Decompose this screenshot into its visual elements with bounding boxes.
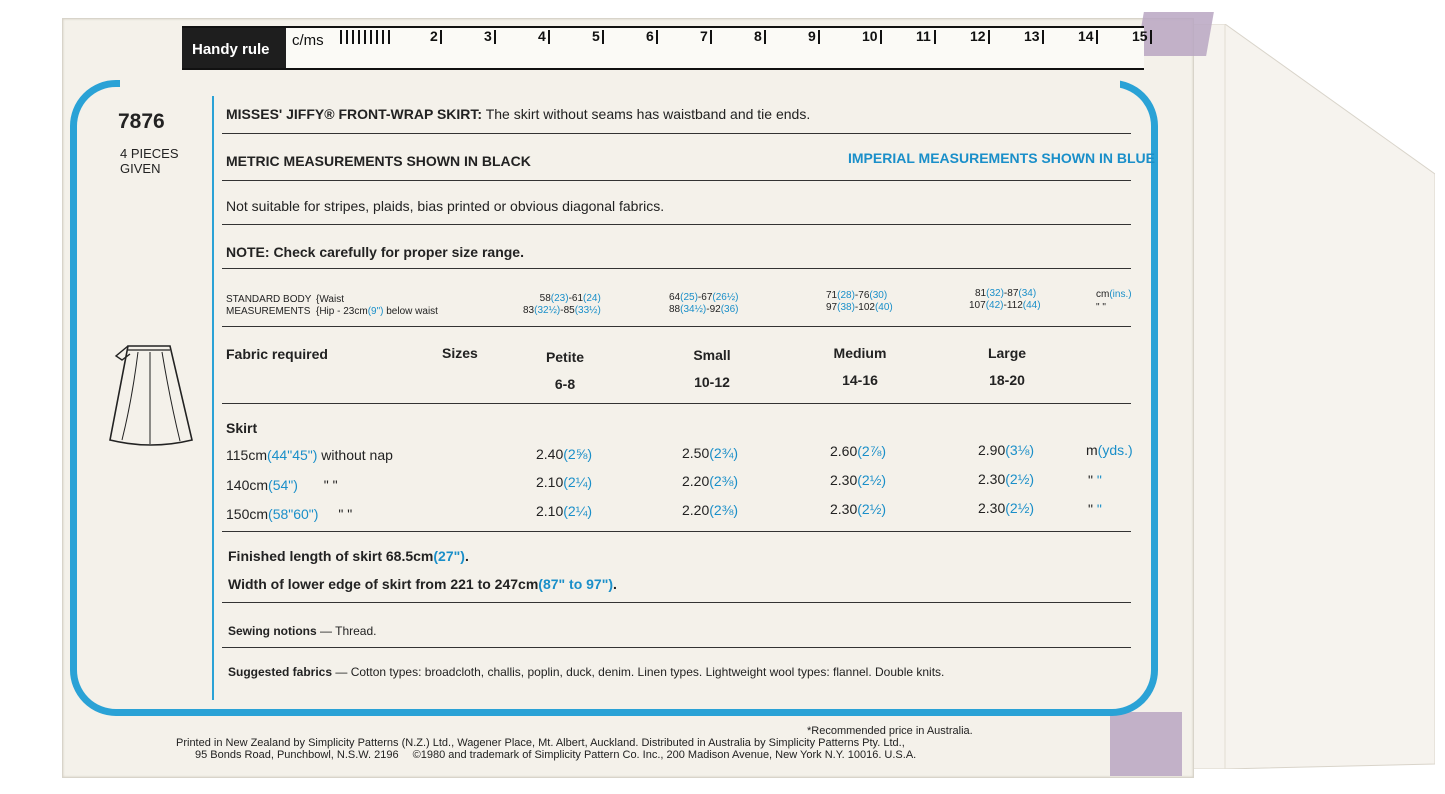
ruler-number: 11 [916,28,931,44]
fabric-row-140: 140cm(54") " " [226,477,338,493]
ruler-major-tick [934,30,936,44]
rule-6 [222,403,1131,404]
meas-unit-line: cm(ins.) [1096,289,1132,300]
rule-9 [222,647,1131,648]
size-large [986,340,1028,394]
yard-140-medium: 2.30(2½) [830,472,887,488]
rule-1 [222,133,1131,134]
ruler-minor-tick [376,30,378,44]
ruler-number: 5 [592,28,600,44]
title-line [226,106,810,122]
fabric-warning: Not suitable for stripes, plaids, bias printed or obvious diagonal fabrics. [226,198,665,214]
ruler-major-tick [764,30,766,44]
yard-140-small: 2.20(2⅜) [682,473,739,489]
ruler-minor-tick [358,30,360,44]
yard-150-unit: " " [1088,501,1102,517]
yard-115-large: 2.90(3⅛) [978,442,1035,458]
pattern-description: The skirt without seams has waistband and tie ends. [485,106,811,122]
meas-col-petite [523,293,601,317]
sewing-notions: Sewing notions — Thread. [228,624,377,638]
size-small-range: 10-12 [694,374,730,390]
ruler-minor-tick [340,30,342,44]
ruler-major-tick [1042,30,1044,44]
size-medium [832,340,888,394]
body-meas-label2: MEASUREMENTS [226,306,311,317]
yard-140-large: 2.30(2½) [978,471,1035,487]
rule-3 [222,224,1131,225]
hip-large: 107(42)-112(44) [969,300,1041,311]
rule-2 [222,180,1131,181]
ruler-number: 12 [970,28,986,44]
ruler-major-tick [548,30,550,44]
meas-col-small [669,292,739,316]
ruler-major-tick [602,30,604,44]
ruler-unit: c/ms [292,32,324,49]
imperial-note: IMPERIAL MEASUREMENTS SHOWN IN BLUE [848,150,1155,166]
waist-small: 64(25)-67(26½) [669,292,739,303]
ruler-number: 15 [1132,28,1148,44]
meas-col-large [969,288,1041,312]
meas-unit-ditto: " " [1096,302,1106,313]
waist-medium: 71(28)-76(30) [826,290,888,301]
skirt-illustration [108,340,194,448]
handy-rule [182,26,1148,70]
ruler-number: 10 [862,28,878,44]
yard-115-medium: 2.60(2⅞) [830,443,887,459]
blue-divider [212,96,214,700]
ruler-major-tick [494,30,496,44]
size-petite [544,344,586,398]
waist-label: {Waist [316,294,344,305]
yard-150-medium: 2.30(2½) [830,501,887,517]
pattern-number: 7876 [118,110,165,133]
size-note: NOTE: Check carefully for proper size range. [226,244,524,260]
size-petite-range: 6-8 [554,376,576,392]
ruler-number: 7 [700,28,708,44]
rule-5 [222,326,1131,327]
ruler-number: 14 [1078,28,1094,44]
rule-4 [222,268,1131,269]
ruler-number: 9 [808,28,816,44]
envelope-flap [1185,24,1435,769]
hip-label-tail: below waist [386,306,438,317]
footer-line2: 95 Bonds Road, Punchbowl, N.S.W. 2196 ©1980 and trademark of Simplicity Pattern Co. Inc., 200 Madison Avenue, New York N.Y. 10016. U.S.A. [195,749,917,761]
meas-col-medium [826,290,893,314]
ruler-minor-tick [352,30,354,44]
yard-150-small: 2.20(2⅜) [682,502,739,518]
waist-petite: 58(23)-61(24) [539,293,601,304]
yard-140-unit: " " [1088,472,1102,488]
size-small-name: Small [693,347,731,363]
ruler-minor-tick [370,30,372,44]
hip-small: 88(34½)-92(36) [669,304,739,315]
hip-label-text: {Hip - 23cm [316,306,368,317]
rule-8 [222,602,1131,603]
fabric-required-label: Fabric required [226,346,328,362]
blue-frame [70,80,1158,716]
size-small [690,342,734,396]
ruler-major-tick [988,30,990,44]
ruler-major-tick [1096,30,1098,44]
pieces-line1: 4 PIECES [120,146,179,161]
ruler-number: 3 [484,28,492,44]
hip-medium: 97(38)-102(40) [826,302,893,313]
sizes-label: Sizes [442,345,478,361]
ruler-major-tick [818,30,820,44]
ruler-label: Handy rule [182,28,286,68]
ruler-major-tick [710,30,712,44]
yard-115-unit: m(yds.) [1086,442,1133,458]
meas-unit [1096,288,1132,314]
frame-gap [120,70,1120,90]
finished-length: Finished length of skirt 68.5cm(27"). [228,548,469,564]
skirt-label: Skirt [226,420,258,436]
ruler-major-tick [656,30,658,44]
size-medium-name: Medium [833,345,887,361]
fabric-row-115: 115cm(44"45") without nap [226,447,393,463]
size-medium-range: 14-16 [842,372,878,388]
footer-line1: Printed in New Zealand by Simplicity Patterns (N.Z.) Ltd., Wagener Place, Mt. Albert, Auckland. Distributed in Australia by Simplicity Patterns Pty. Ltd., [176,737,905,749]
lower-edge-width: Width of lower edge of skirt from 221 to 247cm(87" to 97"). [228,576,617,592]
tape-bottom-right [1110,712,1182,776]
hip-petite: 83(32½)-85(33½) [523,305,601,316]
ruler-number: 4 [538,28,546,44]
yard-150-large: 2.30(2½) [978,500,1035,516]
yard-115-small: 2.50(2¾) [682,445,739,461]
ruler-minor-tick [382,30,384,44]
size-large-name: Large [987,345,1027,361]
recommended-price: *Recommended price in Australia. [807,725,973,737]
size-large-range: 18-20 [989,372,1025,388]
ruler-number: 8 [754,28,762,44]
yard-115-petite: 2.40(2⅝) [536,446,593,462]
size-petite-name: Petite [545,349,585,365]
metric-note: METRIC MEASUREMENTS SHOWN IN BLACK [226,153,531,169]
ruler-minor-tick [346,30,348,44]
yard-140-petite: 2.10(2¼) [536,474,593,490]
ruler-major-tick [1150,30,1152,44]
ruler-minor-tick [388,30,390,44]
rule-7 [222,531,1131,532]
hip-label [316,306,438,317]
ruler-major-tick [880,30,882,44]
suggested-fabrics: Suggested fabrics — Cotton types: broadcloth, challis, poplin, duck, denim. Linen types. Lightweight wool types: flannel. Double knits. [228,665,945,679]
body-meas-label1: STANDARD BODY [226,294,312,305]
fabric-row-150: 150cm(58"60") " " [226,506,353,522]
ruler-number: 2 [430,28,438,44]
waist-large: 81(32)-87(34) [975,288,1037,299]
pattern-title: MISSES' JIFFY® FRONT-WRAP SKIRT: [226,106,483,122]
hip-label-in: (9") [367,306,384,317]
ruler-major-tick [440,30,442,44]
ruler-number: 13 [1024,28,1040,44]
ruler-number: 6 [646,28,654,44]
pieces-line2: GIVEN [120,161,161,176]
yard-150-petite: 2.10(2¼) [536,503,593,519]
ruler-minor-tick [364,30,366,44]
